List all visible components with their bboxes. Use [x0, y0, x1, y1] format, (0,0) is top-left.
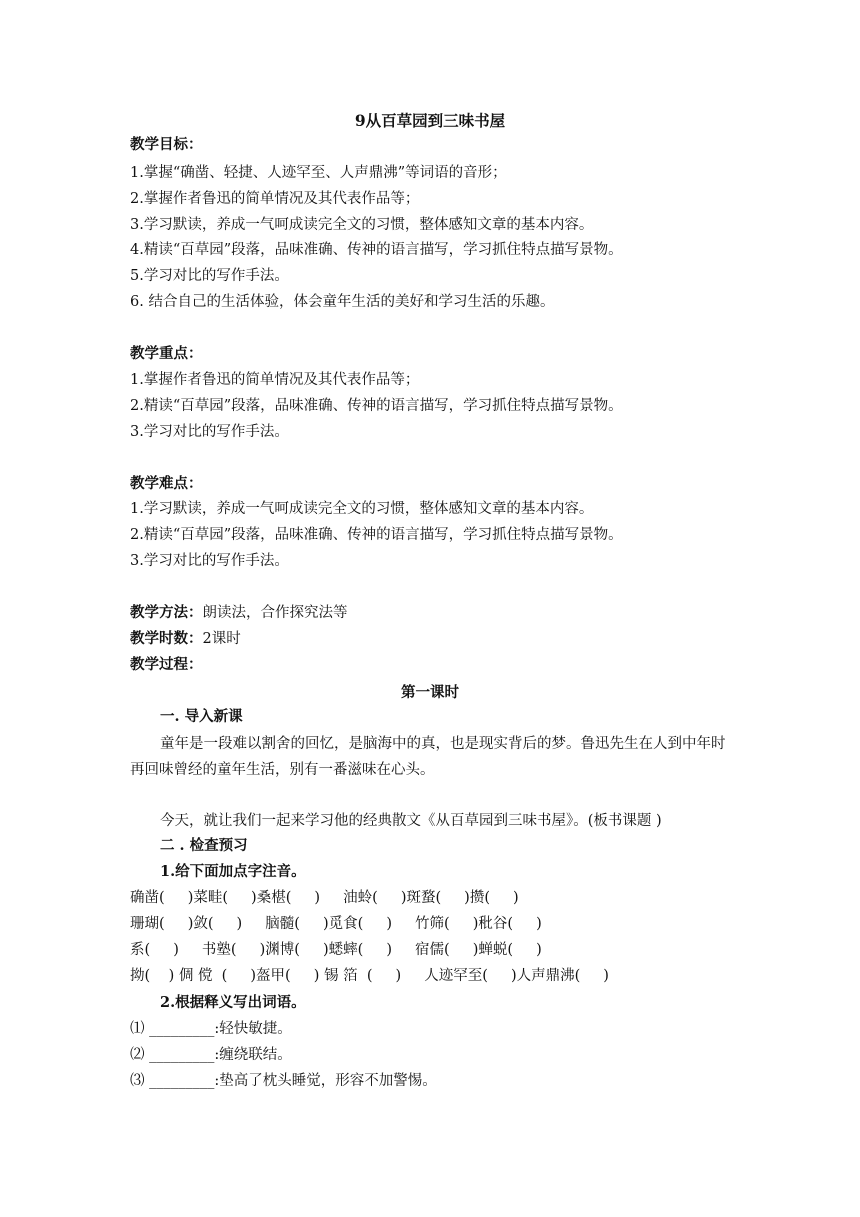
method-label: 教学方法：: [130, 604, 203, 621]
objective-item: 2.掌握作者鲁迅的简单情况及其代表作品等；: [130, 191, 420, 207]
pinyin-row: 珊瑚( )敛( ) 脑髓( )觅食( ) 竹筛( )秕谷( ): [130, 916, 542, 932]
difficulties-heading: 教学难点：: [130, 475, 203, 492]
objective-item: 3.学习默读，养成一气呵成读完全文的习惯，整体感知文章的基本内容。: [130, 217, 594, 233]
pinyin-row: 确凿( )菜畦( )桑椹( ) 油蛉( )斑蝥( )攒( ): [130, 890, 519, 906]
pinyin-row: 拗( ) 倜 傥 ( )盔甲( ) 锡 箔 ( ) 人迹罕至( )人声鼎沸( ): [130, 968, 609, 984]
objective-item: 4.精读“百草园”段落，品味准确、传神的语言描写，学习抓住特点描写景物。: [130, 242, 623, 258]
difficulty-item: 1.学习默读，养成一气呵成读完全文的习惯，整体感知文章的基本内容。: [130, 501, 594, 517]
definition-item: ⑴ _________:轻快敏捷。: [130, 1021, 292, 1037]
difficulty-item: 2.精读“百草园”段落，品味准确、传神的语言描写，学习抓住特点描写景物。: [130, 527, 623, 543]
page-title: 9从百草园到三味书屋: [354, 111, 506, 130]
key-point-item: 1.掌握作者鲁迅的简单情况及其代表作品等；: [130, 372, 420, 388]
definition-item: ⑶ _________:垫高了枕头睡觉，形容不加警惕。: [130, 1073, 437, 1089]
section-heading: 二 . 检查预习: [160, 837, 248, 854]
pinyin-row: 系( ) 书塾( )渊博( )蟋蟀( ) 宿儒( )蝉蜕( ): [130, 942, 542, 958]
lesson-heading: 第一课时: [401, 684, 459, 701]
process-label: 教学过程：: [130, 656, 203, 673]
objectives-heading: 教学目标：: [130, 136, 203, 153]
section-heading: 一. 导入新课: [160, 708, 243, 725]
question-heading: 2.根据释义写出词语。: [160, 994, 306, 1011]
key-point-item: 2.精读“百草园”段落，品味准确、传神的语言描写，学习抓住特点描写景物。: [130, 398, 623, 414]
difficulty-item: 3.学习对比的写作手法。: [130, 553, 289, 569]
hours-label: 教学时数：: [130, 630, 203, 647]
hours-line: [130, 629, 241, 649]
question-heading: 1.给下面加点字注音。: [160, 863, 306, 880]
key-points-heading: 教学重点：: [130, 345, 203, 362]
hours-value: 2课时: [202, 631, 241, 647]
objective-item: 6. 结合自己的生活体验，体会童年生活的美好和学习生活的乐趣。: [130, 294, 555, 310]
key-point-item: 3.学习对比的写作手法。: [130, 424, 289, 440]
paragraph: 今天，就让我们一起来学习他的经典散文《从百草园到三味书屋》。(板书课题 ): [160, 813, 662, 829]
paragraph: 童年是一段难以割舍的回忆，是脑海中的真，也是现实背后的梦。鲁迅先生在人到中年时再回味曾经的童年生活，别有一番滋味在心头。: [130, 736, 726, 778]
definition-item: ⑵ _________:缠绕联结。: [130, 1047, 292, 1063]
method-value: 朗读法，合作探究法等: [202, 605, 348, 621]
objective-item: 5.学习对比的写作手法。: [130, 268, 289, 284]
objective-item: 1.掌握“确凿、轻捷、人迹罕至、人声鼎沸”等词语的音形；: [130, 165, 507, 181]
method-line: [130, 603, 348, 623]
